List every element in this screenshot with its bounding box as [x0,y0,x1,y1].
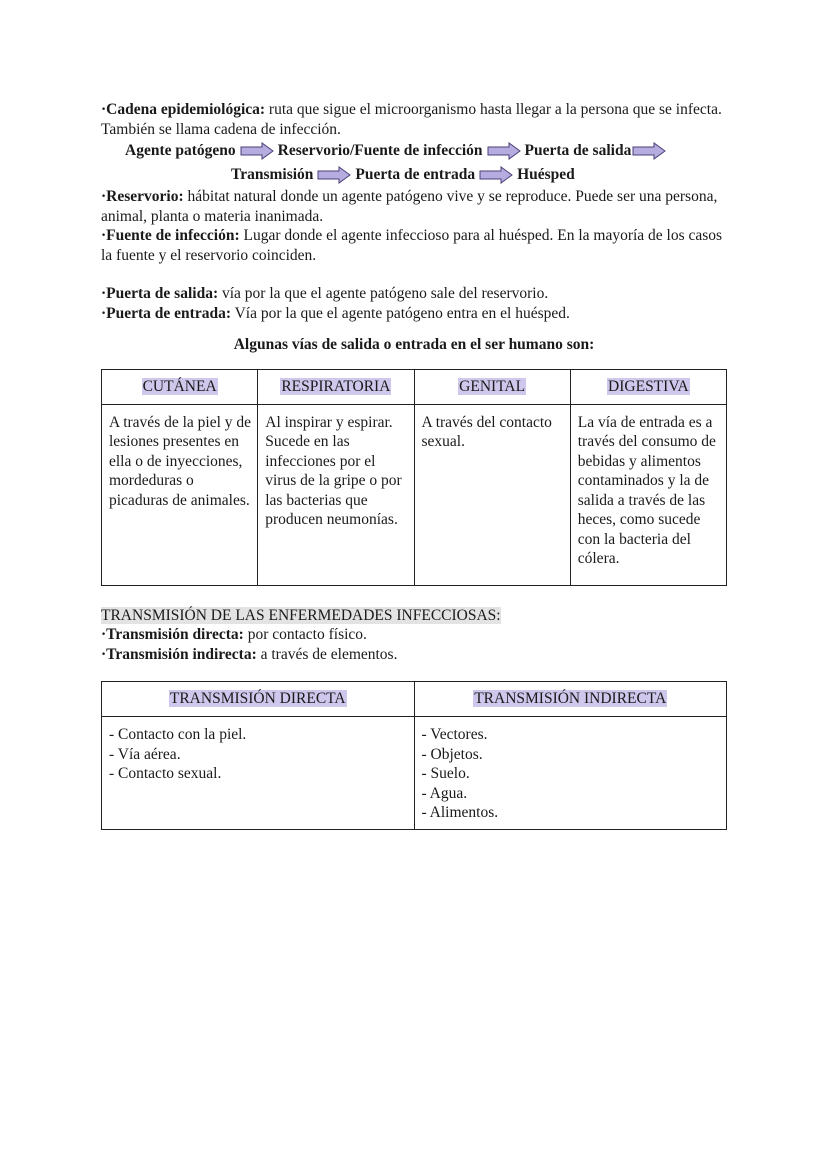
definition-infection-source [101,226,727,265]
list-item: - Contacto con la piel. [109,726,247,743]
routes-table [101,369,727,586]
table-row [102,717,727,830]
header-cell-direct [102,682,415,717]
chain-step-exit: Puerta de salida [524,142,632,160]
transmission-heading [101,606,727,626]
list-item: - Alimentos. [421,804,499,821]
header-cell-digestiva [570,369,726,404]
definition-term: ·Reservorio: [101,188,184,205]
table-cell: La vía de entrada es a través del consumo de bebidas y alimentos contaminados y la de salida a través de las heces, como sucede con la bacteria del cólera. [570,404,726,585]
transmission-table [101,681,727,830]
right-arrow-icon [240,142,274,160]
table-cell: Al inspirar y espirar. Sucede en las infecciones por el virus de la gripe o por las bacterias que producen neumonías. [258,404,414,585]
spacer [101,265,727,284]
chain-step-reservoir: Reservorio/Fuente de infección [277,142,483,160]
intro-paragraph [101,100,727,139]
definition-term: ·Fuente de infección: [101,227,240,244]
table-cell: A través de la piel y de lesiones presentes en ella o de inyecciones, mordeduras o picaduras de animales. [102,404,258,585]
definition-text: Lugar donde el agente infeccioso para al huésped. En la mayoría de los casos la fuente y el reservorio coinciden. [101,227,723,264]
intro-text: ruta que sigue el microorganismo hasta llegar a la persona que se infecta. También se llama cadena de infección. [101,101,722,138]
chain-step-agent: Agente patógeno [125,142,236,160]
table-cell-direct [102,717,415,830]
definition-text: hábitat natural donde un agente patógeno vive y se reproduce. Puede ser una persona, animal, planta o materia inanimada. [101,188,718,225]
list-item: - Vía aérea. [109,745,181,763]
transmission-indirect [101,645,727,665]
list-item: - Objetos. [421,745,483,763]
table-header-row [102,369,727,404]
chain-line-1 [125,139,670,163]
right-arrow-icon [479,166,513,184]
chain-line-2 [231,163,575,187]
right-arrow-icon [317,166,351,184]
definition-text: a través de elementos. [256,645,398,663]
chain-step-host: Huésped [517,166,575,184]
definition-text: vía por la que el agente patógeno sale del reservorio. [218,285,549,302]
list-item: - Suelo. [421,765,470,782]
infection-chain-diagram [101,139,727,187]
definition-text: por contacto físico. [243,626,367,643]
list-item: - Vectores. [421,726,488,743]
header-label: GENITAL [459,377,526,395]
document-page [101,100,727,830]
header-label: DIGESTIVA [608,377,689,395]
chain-step-transmission: Transmisión [231,166,314,184]
chain-step-entry: Puerta de entrada [355,166,476,184]
routes-title: Algunas vías de salida o entrada en el ser humano son: [233,336,595,353]
transmission-heading-text: TRANSMISIÓN DE LAS ENFERMEDADES INFECCIOSAS: [101,606,501,624]
table-header-row [102,682,727,717]
definition-text: Vía por la que el agente patógeno entra en el huésped. [231,304,570,322]
right-arrow-icon [487,142,521,160]
intro-term: ·Cadena epidemiológica: [101,101,266,118]
right-arrow-icon [632,142,666,160]
table-cell: A través del contacto sexual. [414,404,570,585]
table-row [102,404,727,585]
header-cell-respiratoria [258,369,414,404]
header-cell-genital [414,369,570,404]
header-label: TRANSMISIÓN DIRECTA [169,690,346,707]
header-cell-cutanea [102,369,258,404]
definition-reservoir [101,187,727,226]
header-label: CUTÁNEA [142,377,217,395]
header-cell-indirect [414,682,727,717]
list-item: - Contacto sexual. [109,765,222,782]
header-label: RESPIRATORIA [281,377,391,395]
definition-term: ·Transmisión indirecta: [101,645,257,663]
definition-term: ·Puerta de salida: [101,285,219,302]
definition-exit-door [101,284,727,304]
header-label: TRANSMISIÓN INDIRECTA [474,690,667,707]
definition-term: ·Puerta de entrada: [101,304,232,322]
transmission-direct [101,625,727,645]
transmission-section [101,606,727,665]
table-cell-indirect [414,717,727,830]
definition-term: ·Transmisión directa: [101,626,244,643]
definition-entry-door [101,304,727,324]
list-item: - Agua. [421,784,468,802]
